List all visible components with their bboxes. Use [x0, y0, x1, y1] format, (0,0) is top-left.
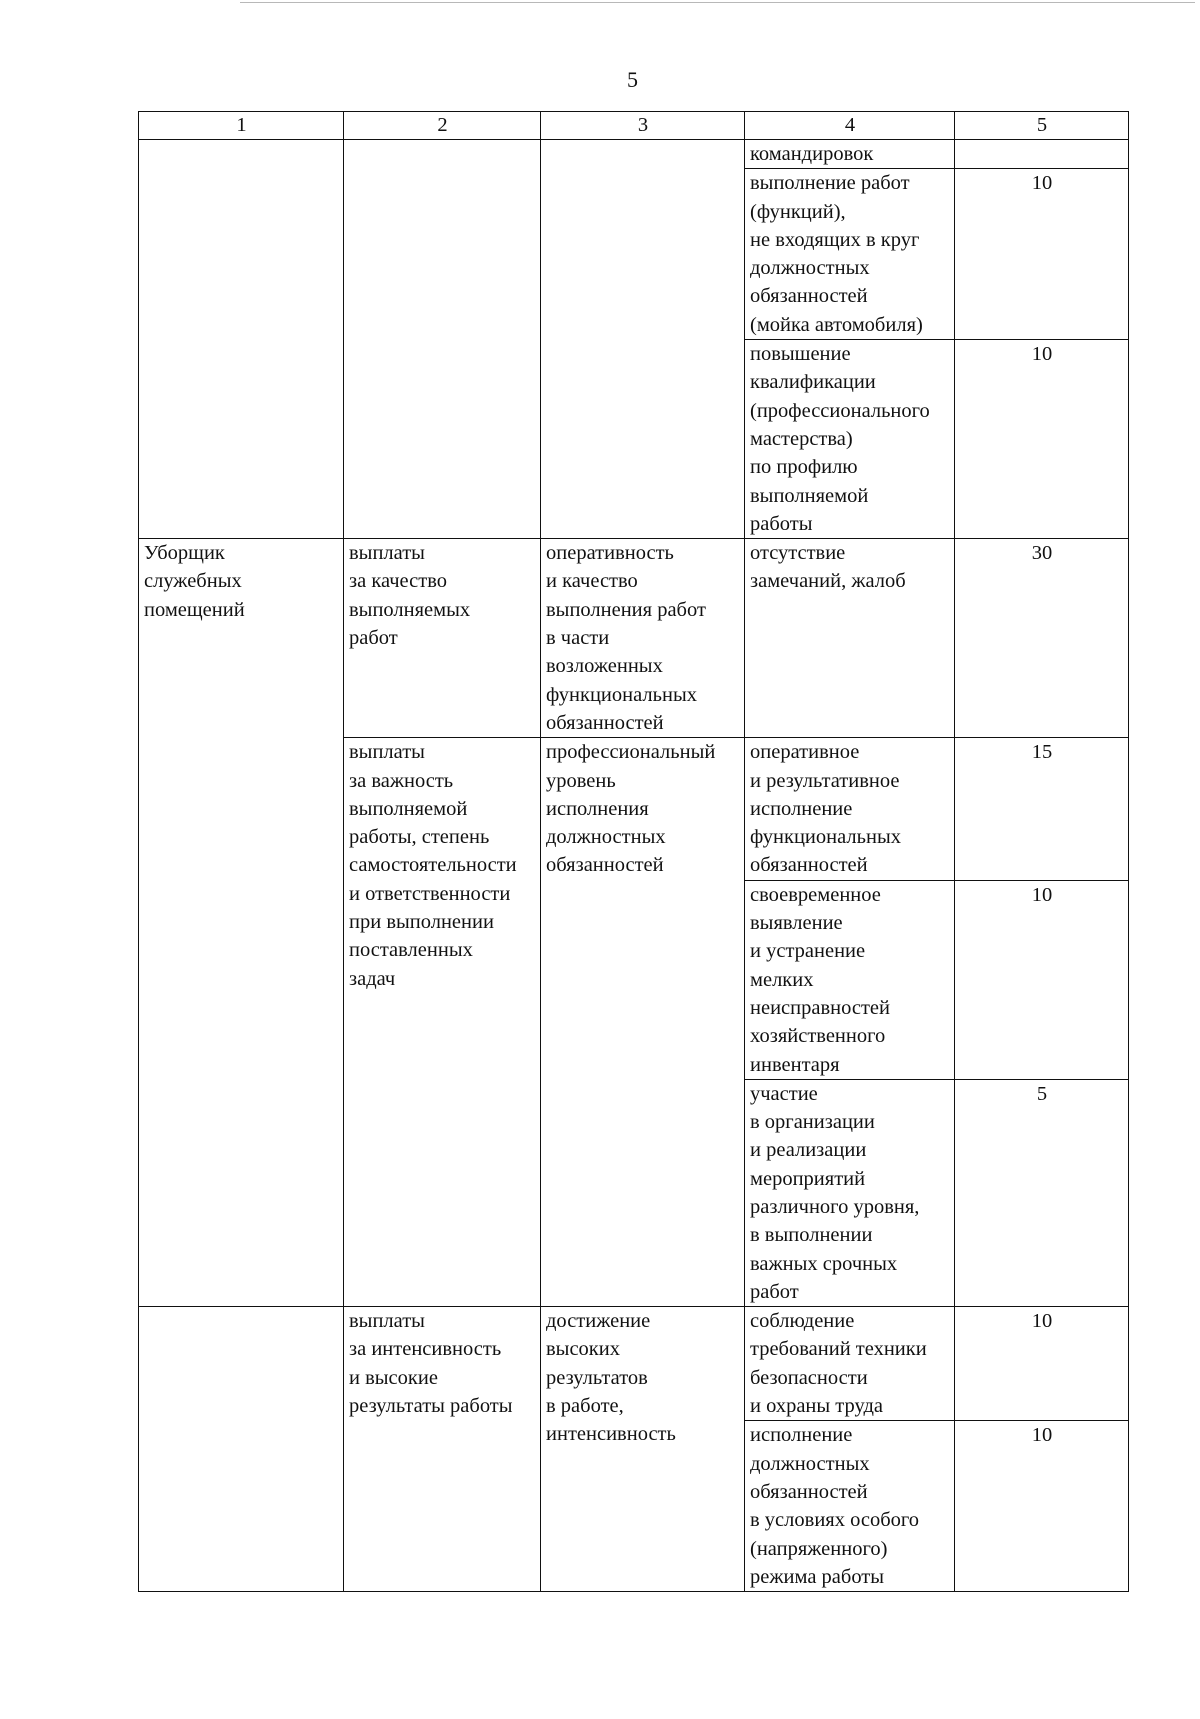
cell-points: 30: [955, 539, 1129, 738]
column-header-2: 2: [344, 112, 541, 140]
cell-points: 10: [955, 169, 1129, 340]
cell-indicator: исполнение должностных обязанностей в условиях особого (напряженного) режима работы: [745, 1421, 955, 1592]
cell-criterion: оперативность и качество выполнения работ в части возложенных функциональных обязанностей: [541, 539, 745, 738]
cell-points: 5: [955, 1079, 1129, 1306]
cell-indicator: участие в организации и реализации мероприятий различного уровня, в выполнении важных срочных работ: [745, 1079, 955, 1306]
cell-points: 10: [955, 340, 1129, 539]
cell-points: 10: [955, 880, 1129, 1079]
table-row: [139, 140, 1129, 169]
table-header-row: [139, 112, 1129, 140]
cell-indicator: оперативное и результативное исполнение функциональных обязанностей: [745, 738, 955, 880]
cell-indicator: отсутствие замечаний, жалоб: [745, 539, 955, 738]
cell-indicator: повышение квалификации (профессионального мастерства) по профилю выполняемой работы: [745, 340, 955, 539]
table-row: [139, 1307, 1129, 1421]
cell-position-title: Уборщик служебных помещений: [139, 539, 344, 1307]
cell-position-empty: [139, 1307, 344, 1592]
cell-criterion: профессиональный уровень исполнения должностных обязанностей: [541, 738, 745, 1307]
cell-points: 15: [955, 738, 1129, 880]
cell-payment-type-continued: [344, 140, 541, 539]
cell-points: [955, 140, 1129, 169]
cell-indicator: командировок: [745, 140, 955, 169]
payments-criteria-table: [138, 111, 1129, 1592]
cell-criterion-continued: [541, 140, 745, 539]
cell-position-continued: [139, 140, 344, 539]
cell-indicator: выполнение работ (функций), не входящих в круг должностных обязанностей (мойка автомобиля): [745, 169, 955, 340]
cell-indicator: своевременное выявление и устранение мелких неисправностей хозяйственного инвентаря: [745, 880, 955, 1079]
column-header-5: 5: [955, 112, 1129, 140]
cell-payment-type: выплаты за качество выполняемых работ: [344, 539, 541, 738]
column-header-3: 3: [541, 112, 745, 140]
cell-criterion: достижение высоких результатов в работе, интенсивность: [541, 1307, 745, 1592]
page-number: 5: [627, 67, 638, 92]
cell-points: 10: [955, 1307, 1129, 1421]
scan-top-rule: [240, 2, 1195, 3]
cell-payment-type: выплаты за важность выполняемой работы, степень самостоятельности и ответственности при выполнении поставленных задач: [344, 738, 541, 1307]
column-header-4: 4: [745, 112, 955, 140]
cell-points: 10: [955, 1421, 1129, 1592]
table-row: [139, 539, 1129, 738]
column-header-1: 1: [139, 112, 344, 140]
cell-indicator: соблюдение требований техники безопасности и охраны труда: [745, 1307, 955, 1421]
cell-payment-type: выплаты за интенсивность и высокие результаты работы: [344, 1307, 541, 1592]
